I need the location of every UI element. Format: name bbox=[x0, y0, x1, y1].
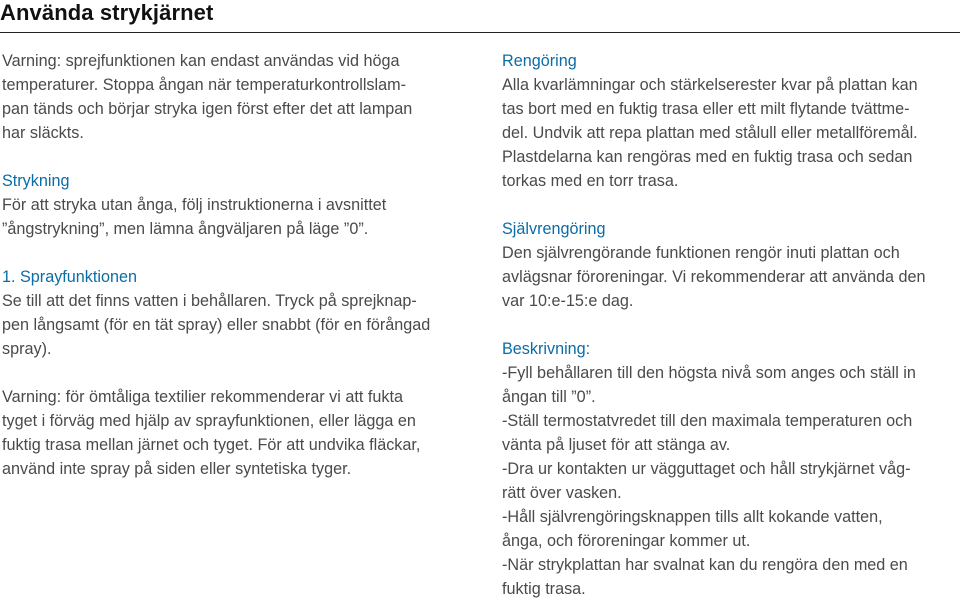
text-line: fuktig trasa mellan järnet och tyget. För att undvika fläckar, bbox=[2, 436, 421, 454]
text-line: pan tänds och börjar stryka igen först efter det att lampan bbox=[2, 100, 413, 118]
text-line: temperaturer. Stoppa ångan när temperaturkontrollslam- bbox=[2, 76, 406, 94]
text-line: ånga, och föroreningar kommer ut. bbox=[502, 532, 751, 550]
text-line: torkas med en torr trasa. bbox=[502, 172, 679, 190]
text-line: Den självrengörande funktionen rengör inuti plattan och bbox=[502, 244, 900, 262]
text-line: För att stryka utan ånga, följ instruktionerna i avsnittet bbox=[2, 196, 387, 214]
text-line: Alla kvarlämningar och stärkelserester kvar på plattan kan bbox=[502, 76, 918, 94]
section-heading-description: Beskrivning: bbox=[502, 340, 591, 358]
ironing-paragraph bbox=[2, 193, 463, 241]
spray-paragraph bbox=[2, 289, 463, 361]
cleaning-paragraph bbox=[502, 73, 958, 193]
text-line: -Dra ur kontakten ur vägguttaget och håll strykjärnet våg- bbox=[502, 460, 911, 478]
text-line: tas bort med en fuktig trasa eller ett milt flytande tvättme- bbox=[502, 100, 910, 118]
text-line: -Fyll behållaren till den högsta nivå som anges och ställ in bbox=[502, 364, 916, 382]
spacer bbox=[502, 193, 958, 217]
text-line: pen långsamt (för en tät spray) eller snabbt (för en förångad bbox=[2, 316, 431, 334]
spacer bbox=[2, 241, 463, 265]
text-line: tyget i förväg med hjälp av sprayfunktionen, eller lägga en bbox=[2, 412, 416, 430]
section-heading-spray: 1. Sprayfunktionen bbox=[2, 268, 137, 286]
title-divider bbox=[0, 32, 960, 33]
text-line: ångan till ”0”. bbox=[502, 388, 596, 406]
text-line: del. Undvik att repa plattan med stålull eller metallföremål. bbox=[502, 124, 918, 142]
text-line: avlägsnar föroreningar. Vi rekommenderar att använda den bbox=[502, 268, 926, 286]
text-line: -Håll självrengöringsknappen tills allt kokande vatten, bbox=[502, 508, 883, 526]
text-line: ”ångstrykning”, men lämna ångväljaren på läge ”0”. bbox=[2, 220, 369, 238]
text-line: rätt över vasken. bbox=[502, 484, 622, 502]
spacer bbox=[2, 361, 463, 385]
text-line: var 10:e-15:e dag. bbox=[502, 292, 634, 310]
spacer bbox=[2, 145, 463, 169]
text-line: -När strykplattan har svalnat kan du rengöra den med en bbox=[502, 556, 908, 574]
selfclean-paragraph bbox=[502, 241, 958, 313]
page-title: Använda strykjärnet bbox=[0, 0, 214, 25]
text-line: -Ställ termostatvredet till den maximala temperaturen och bbox=[502, 412, 913, 430]
text-line: spray). bbox=[2, 340, 52, 358]
text-line: Varning: sprejfunktionen kan endast användas vid höga bbox=[2, 52, 400, 70]
description-list bbox=[502, 361, 958, 601]
warning-paragraph bbox=[2, 49, 463, 145]
text-line: har släckts. bbox=[2, 124, 84, 142]
text-line: Se till att det finns vatten i behållaren. Tryck på sprejknap- bbox=[2, 292, 417, 310]
text-line: vänta på ljuset för att stänga av. bbox=[502, 436, 731, 454]
text-line: Varning: för ömtåliga textilier rekommenderar vi att fukta bbox=[2, 388, 403, 406]
section-heading-ironing: Strykning bbox=[2, 172, 70, 190]
left-column bbox=[2, 49, 463, 481]
right-column bbox=[502, 49, 958, 601]
text-line: Plastdelarna kan rengöras med en fuktig trasa och sedan bbox=[502, 148, 913, 166]
spacer bbox=[502, 313, 958, 337]
warning2-paragraph bbox=[2, 385, 463, 481]
text-line: fuktig trasa. bbox=[502, 580, 586, 598]
section-heading-cleaning: Rengöring bbox=[502, 52, 577, 70]
text-line: använd inte spray på siden eller syntetiska tyger. bbox=[2, 460, 352, 478]
section-heading-selfclean: Självrengöring bbox=[502, 220, 606, 238]
